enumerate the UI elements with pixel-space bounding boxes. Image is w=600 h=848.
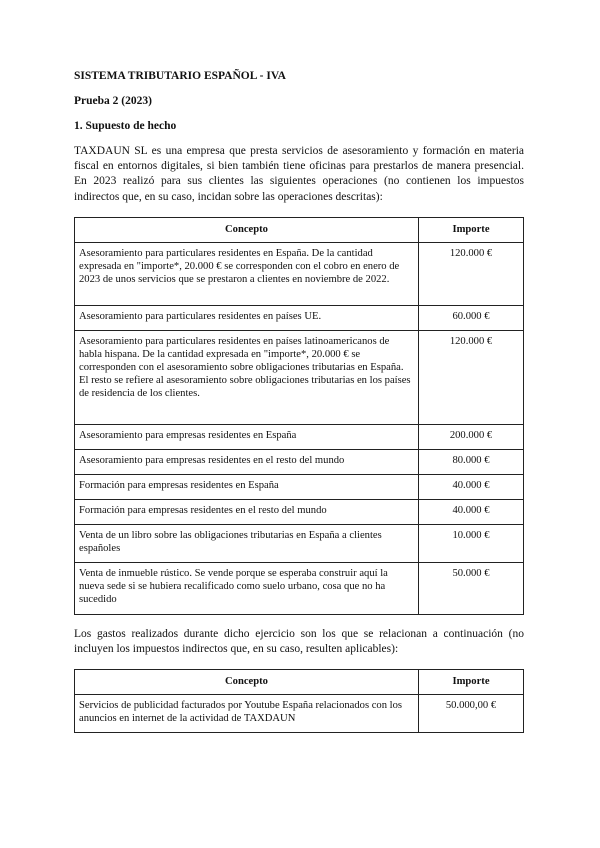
- section-heading: 1. Supuesto de hecho: [74, 120, 177, 132]
- row-amount: 10.000 €: [419, 524, 524, 562]
- column-header-concept: Concepto: [75, 217, 419, 242]
- table-row: [75, 695, 524, 733]
- row-amount: 40.000 €: [419, 474, 524, 499]
- row-concept: Formación para empresas residentes en el resto del mundo: [75, 499, 419, 524]
- row-amount: 50.000,00 €: [419, 695, 524, 733]
- expenses-table: [74, 669, 524, 733]
- table-row: [75, 449, 524, 474]
- row-amount: 50.000 €: [419, 562, 524, 614]
- column-header-concept: Concepto: [75, 670, 419, 695]
- operations-table: [74, 217, 524, 615]
- intro-paragraph: TAXDAUN SL es una empresa que presta servicios de asesoramiento y formación en materia fiscal en entornos digitales, si bien también tiene oficinas para prestarlos de manera presencial. En 2023 realizó para sus clientes las siguientes operaciones (no contienen los impuestos indirectos que, en su caso, incidan sobre las operaciones descritas):: [74, 145, 524, 203]
- table-row: [75, 524, 524, 562]
- row-concept: Servicios de publicidad facturados por Youtube España relacionados con los anuncios en internet de la actividad de TAXDAUN: [75, 695, 419, 733]
- table-row: [75, 330, 524, 424]
- table-header-row: [75, 217, 524, 242]
- row-amount: 200.000 €: [419, 424, 524, 449]
- table-row: [75, 474, 524, 499]
- expenses-paragraph: Los gastos realizados durante dicho ejercicio son los que se relacionan a continuación (no incluyen los impuestos indirectos que, en su caso, resulten aplicables):: [74, 627, 524, 656]
- document-title: SISTEMA TRIBUTARIO ESPAÑOL - IVA: [74, 70, 286, 82]
- table-row: [75, 499, 524, 524]
- column-header-amount: Importe: [419, 670, 524, 695]
- document-subtitle: Prueba 2 (2023): [74, 95, 152, 107]
- row-concept: Venta de un libro sobre las obligaciones tributarias en España a clientes españoles: [75, 524, 419, 562]
- column-header-amount: Importe: [419, 217, 524, 242]
- row-concept: Venta de inmueble rústico. Se vende porque se esperaba construir aquí la nueva sede si se hubiera recalificado como suelo urbano, cosa que no ha sucedido: [75, 562, 419, 614]
- row-amount: 120.000 €: [419, 242, 524, 305]
- row-concept: Asesoramiento para particulares residentes en países latinoamericanos de habla hispana. De la cantidad expresada en "importe*, 20.000 € se corresponden con el asesoramiento sobre obligaciones tributarias en España. El resto se refiere al asesoramiento sobre obligaciones tributarias en los países de residencia de los clientes.: [75, 330, 419, 424]
- row-amount: 60.000 €: [419, 305, 524, 330]
- table-row: [75, 562, 524, 614]
- table-row: [75, 424, 524, 449]
- row-concept: Asesoramiento para empresas residentes en el resto del mundo: [75, 449, 419, 474]
- table-header-row: [75, 670, 524, 695]
- row-concept: Asesoramiento para empresas residentes en España: [75, 424, 419, 449]
- row-concept: Asesoramiento para particulares residentes en España. De la cantidad expresada en "importe*, 20.000 € se corresponden con el cobro en enero de 2023 de unos servicios que se prestaron a clientes en noviembre de 2022.: [75, 242, 419, 305]
- row-amount: 80.000 €: [419, 449, 524, 474]
- row-amount: 120.000 €: [419, 330, 524, 424]
- row-concept: Asesoramiento para particulares residentes en países UE.: [75, 305, 419, 330]
- table-row: [75, 305, 524, 330]
- table-row: [75, 242, 524, 305]
- document-page: [74, 70, 524, 733]
- row-amount: 40.000 €: [419, 499, 524, 524]
- row-concept: Formación para empresas residentes en España: [75, 474, 419, 499]
